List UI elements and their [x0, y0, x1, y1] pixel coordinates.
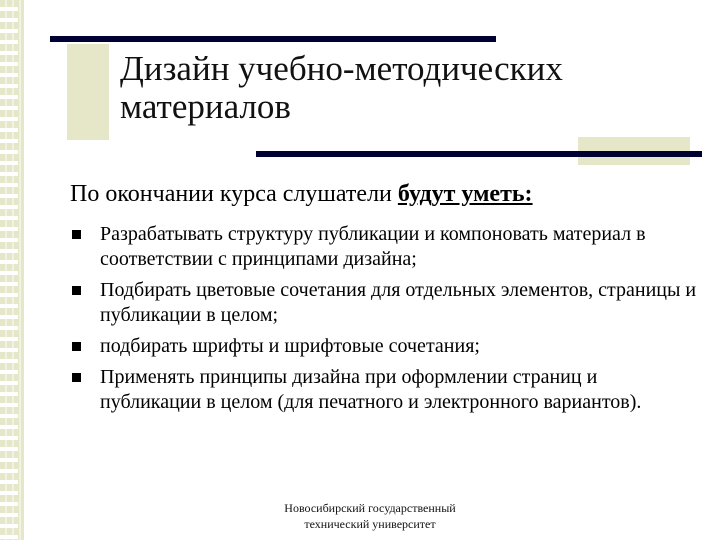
title-bottom-rule — [256, 151, 702, 157]
footer-line-1: Новосибирский государственный — [284, 501, 456, 515]
footer-institution — [200, 500, 540, 532]
square-bullet-icon — [72, 342, 81, 351]
list-item — [70, 334, 700, 359]
list-item-text: подбирать шрифты и шрифтовые сочетания; — [100, 335, 480, 357]
list-item — [70, 278, 700, 328]
intro-prefix: По окончании курса слушатели — [70, 181, 398, 207]
list-item — [70, 222, 700, 272]
skills-list — [70, 222, 700, 421]
decorative-lattice — [0, 0, 24, 540]
square-bullet-icon — [72, 230, 81, 239]
list-item — [70, 365, 700, 415]
square-bullet-icon — [72, 373, 81, 382]
title-accent-square — [67, 44, 109, 140]
footer-line-2: технический университет — [304, 517, 436, 531]
title-top-rule — [50, 36, 496, 42]
intro-emphasis: будут уметь: — [397, 181, 533, 207]
intro-text — [70, 180, 690, 208]
square-bullet-icon — [72, 286, 81, 295]
slide-title: Дизайн учебно-методических материалов — [120, 49, 563, 126]
list-item-text: Подбирать цветовые сочетания для отдельных элементов, страницы и публикации в целом; — [100, 279, 697, 326]
list-item-text: Разрабатывать структуру публикации и компоновать материал в соответствии с принципами дизайна; — [100, 223, 646, 270]
list-item-text: Применять принципы дизайна при оформлении страниц и публикации в целом (для печатного и электронного вариантов). — [100, 366, 642, 413]
